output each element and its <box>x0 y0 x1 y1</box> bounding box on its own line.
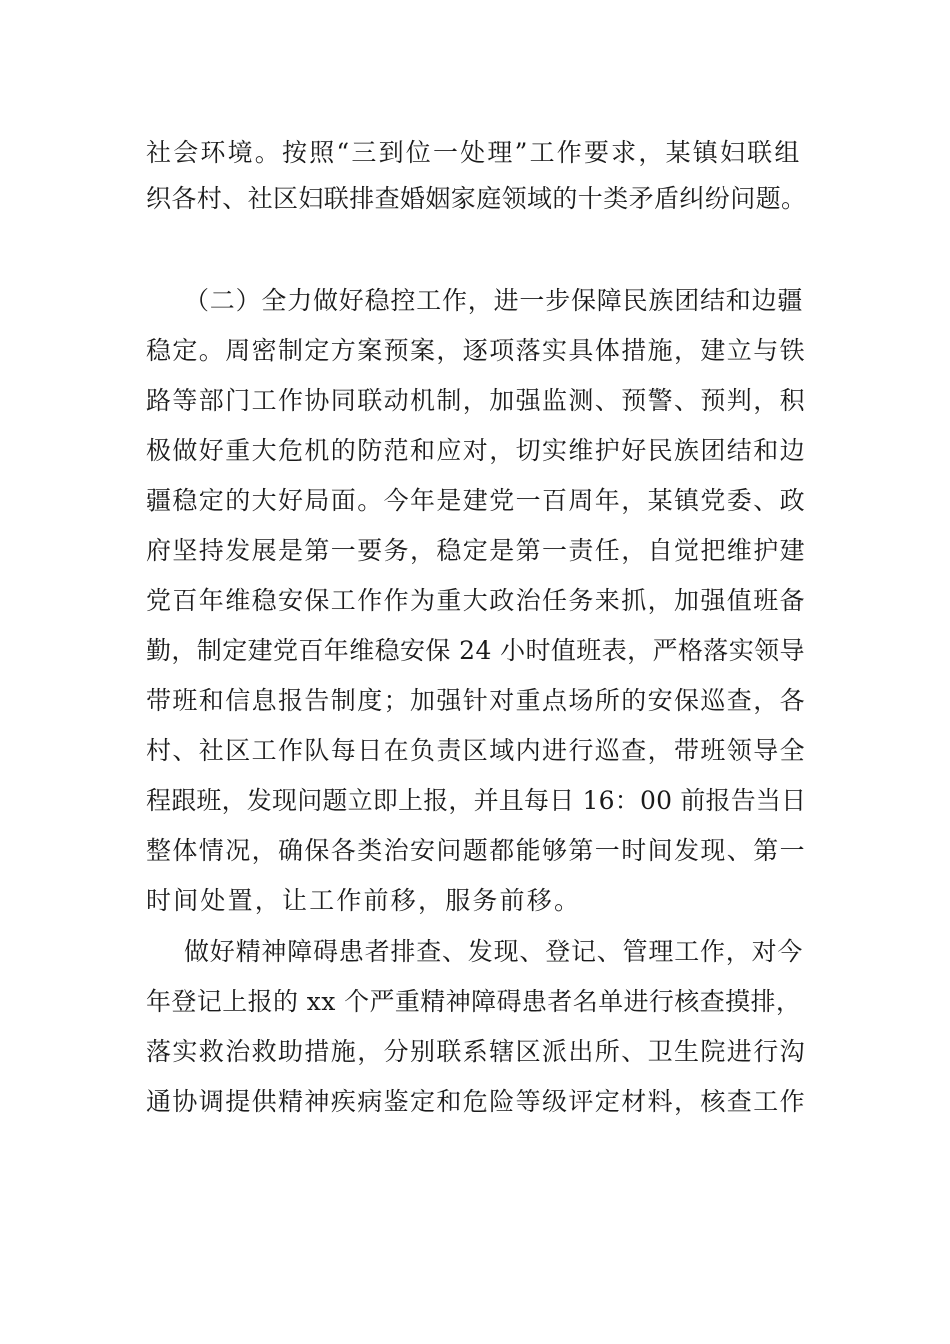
paragraph-line: 极做好重大危机的防范和应对，切实维护好民族团结和边 <box>146 436 807 465</box>
paragraph-line: 党百年维稳安保工作作为重大政治任务来抓，加强值班备 <box>146 586 807 615</box>
paragraph-line: 稳定。周密制定方案预案，逐项落实具体措施，建立与铁 <box>146 336 807 365</box>
paragraph-line: 落实救治救助措施，分别联系辖区派出所、卫生院进行沟 <box>146 1037 807 1066</box>
paragraph-line: 时间处置，让工作前移，服务前移。 <box>146 886 582 915</box>
paragraph-line: 做好精神障碍患者排查、发现、登记、管理工作，对今 <box>184 937 804 966</box>
paragraph-line: 村、社区工作队每日在负责区域内进行巡查，带班领导全 <box>146 736 807 765</box>
paragraph-line: 年登记上报的 xx 个严重精神障碍患者名单进行核查摸排， <box>146 987 802 1016</box>
paragraph-line: 整体情况，确保各类治安问题都能够第一时间发现、第一 <box>146 836 807 865</box>
section-heading-line: （二）全力做好稳控工作，进一步保障民族团结和边疆 <box>184 286 804 315</box>
paragraph-line: 路等部门工作协同联动机制，加强监测、预警、预判，积 <box>146 386 807 415</box>
paragraph-line: 府坚持发展是第一要务，稳定是第一责任，自觉把维护建 <box>146 536 807 565</box>
paragraph-line: 通协调提供精神疾病鉴定和危险等级评定材料，核查工作 <box>146 1087 807 1116</box>
paragraph-line: 疆稳定的大好局面。今年是建党一百周年，某镇党委、政 <box>146 486 807 515</box>
paragraph-line: 程跟班，发现问题立即上报，并且每日 16：00 前报告当日 <box>146 786 807 815</box>
paragraph-line: 织各村、社区妇联排查婚姻家庭领域的十类矛盾纠纷问题。 <box>146 184 807 213</box>
paragraph-line: 带班和信息报告制度；加强针对重点场所的安保巡查，各 <box>146 686 807 715</box>
paragraph-line: 勤，制定建党百年维稳安保 24 小时值班表，严格落实领导 <box>146 636 805 665</box>
paragraph-line: 社会环境。按照“三到位一处理”工作要求，某镇妇联组 <box>146 138 802 167</box>
